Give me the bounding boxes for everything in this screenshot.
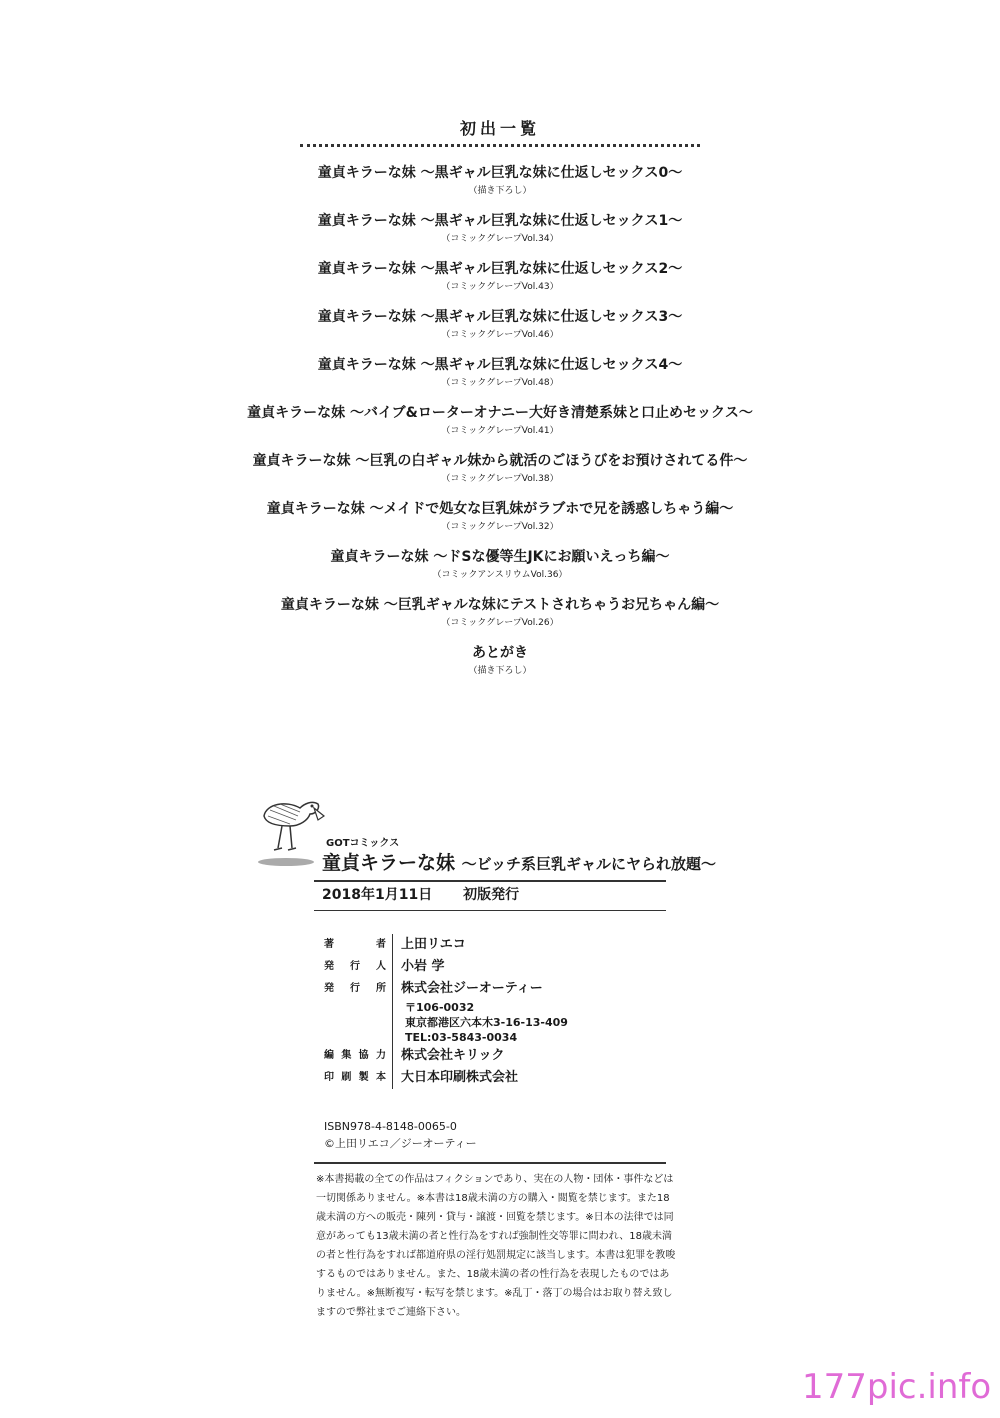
- toc-entry-title: 童貞キラーな妹 ～黒ギャル巨乳な妹に仕返しセックス2～: [317, 261, 683, 277]
- copyright: ©上田リエコ／ジーオーティー: [324, 1137, 477, 1150]
- toc-heading: 初出一覧: [459, 119, 540, 138]
- toc-entry: [0, 546, 1000, 594]
- credit-publisher: [401, 978, 568, 1045]
- publication-date: [322, 884, 545, 904]
- publisher-tel: TEL:03-5843-0034: [405, 1031, 518, 1044]
- credit-row-publisher: [324, 978, 624, 1045]
- toc-entry: [0, 498, 1000, 546]
- credit-row-printing: [324, 1067, 624, 1089]
- toc-entry-source: （描き下ろし）: [468, 666, 532, 676]
- toc-dotted-rule: [300, 144, 700, 147]
- toc-entry-title: 童貞キラーな妹 ～黒ギャル巨乳な妹に仕返しセックス1～: [317, 213, 683, 229]
- credit-row-editing: [324, 1045, 624, 1067]
- credit-separator: [392, 1067, 393, 1089]
- credit-row-publisher-person: [324, 956, 624, 978]
- credit-key: 編集協力: [324, 1050, 386, 1061]
- toc-entry-source: （コミックグレープVol.32）: [441, 522, 559, 532]
- credit-key: 発行所: [324, 983, 386, 994]
- toc-entry-title: あとがき: [472, 645, 528, 661]
- toc-entry: [0, 258, 1000, 306]
- toc-list: [0, 162, 1000, 690]
- credit-separator: [392, 956, 393, 978]
- toc-entry: [0, 594, 1000, 642]
- credit-author: 上田リエコ: [401, 937, 466, 952]
- toc-entry-title: 童貞キラーな妹 ～バイブ&ローターオナニー大好き清楚系妹と口止めセックス～: [247, 405, 753, 421]
- toc-entry: [0, 642, 1000, 690]
- toc-entry-title: 童貞キラーな妹 ～メイドで処女な巨乳妹がラブホで兄を誘惑しちゃう編～: [266, 501, 734, 517]
- toc-entry-title: 童貞キラーな妹 ～巨乳ギャルな妹にテストされちゃうお兄ちゃん編～: [280, 597, 720, 613]
- credit-key: 印刷製本: [324, 1072, 386, 1083]
- bird-logo-icon: [256, 796, 326, 868]
- title-rule: [314, 880, 666, 882]
- series-label: GOTコミックス: [326, 838, 400, 849]
- watermark: 177pic.info: [802, 1367, 992, 1407]
- toc-entry-source: （コミックグレープVol.41）: [441, 426, 559, 436]
- legal-rule: [314, 1162, 666, 1164]
- date-rule: [314, 910, 666, 911]
- credit-printing: 大日本印刷株式会社: [401, 1070, 519, 1085]
- credit-editing: 株式会社キリック: [401, 1048, 505, 1063]
- credit-key: 発行人: [324, 961, 386, 972]
- legal-notice: ※本書掲載の全ての作品はフィクションであり、実在の人物・団体・事件などは一切関係ありません。※本書は18歳未満の方の購入・閲覧を禁じます。また18歳未満の方への販売・陳列・貸与・譲渡・回覧を禁じます。※日本の法律では同意があっても13歳未満の者と性行為をすれば強制性交等罪に問われ、18歳未満の者と性行為をすれば都道府県の淫行処罰規定に該当します。本書は犯罪を教唆するものではありません。また、18歳未満の者の性行為を表現したものではありません。※無断複写・転写を禁じます。※乱丁・落丁の場合はお取り替え致しますので弊社までご連絡下さい。: [316, 1174, 676, 1318]
- book-title-main: 童貞キラーな妹: [322, 852, 456, 874]
- toc-entry-source: （コミックアンスリウムVol.36）: [432, 570, 568, 580]
- credit-separator: [392, 978, 393, 1045]
- isbn: ISBN978-4-8148-0065-0: [324, 1120, 457, 1133]
- credit-key: 著 者: [324, 939, 386, 950]
- toc-entry-title: 童貞キラーな妹 ～黒ギャル巨乳な妹に仕返しセックス0～: [317, 165, 683, 181]
- toc-entry-source: （描き下ろし）: [468, 186, 532, 196]
- toc-entry-source: （コミックグレープVol.38）: [441, 474, 559, 484]
- toc-entry: [0, 402, 1000, 450]
- publisher-postal: 〒106-0032: [405, 1001, 475, 1014]
- credit-separator: [392, 934, 393, 956]
- publisher-name: 株式会社ジーオーティー: [401, 981, 543, 996]
- date: 2018年1月11日: [322, 887, 433, 903]
- book-title: [322, 848, 716, 875]
- toc-entry-title: 童貞キラーな妹 ～巨乳の白ギャル妹から就活のごほうびをお預けされてる件～: [252, 453, 748, 469]
- credit-row-author: [324, 934, 624, 956]
- toc-entry-source: （コミックグレープVol.46）: [441, 330, 559, 340]
- toc-entry: [0, 354, 1000, 402]
- toc-entry-title: 童貞キラーな妹 ～黒ギャル巨乳な妹に仕返しセックス3～: [317, 309, 683, 325]
- toc-entry: [0, 450, 1000, 498]
- credit-separator: [392, 1045, 393, 1067]
- publisher-address: 東京都港区六本木3-16-13-409: [405, 1016, 568, 1029]
- credit-publisher-person: 小岩 学: [401, 959, 445, 974]
- toc-entry-source: （コミックグレープVol.48）: [441, 378, 559, 388]
- toc-entry: [0, 306, 1000, 354]
- toc-entry: [0, 162, 1000, 210]
- toc-entry-title: 童貞キラーな妹 ～ドSな優等生JKにお願いえっち編～: [330, 549, 670, 565]
- toc-entry-source: （コミックグレープVol.43）: [441, 282, 559, 292]
- toc-entry: [0, 210, 1000, 258]
- toc-entry-source: （コミックグレープVol.34）: [441, 234, 559, 244]
- toc-entry-source: （コミックグレープVol.26）: [441, 618, 559, 628]
- book-title-sub: ～ビッチ系巨乳ギャルにヤられ放題～: [461, 855, 717, 873]
- edition: 初版発行: [463, 887, 520, 903]
- toc-entry-title: 童貞キラーな妹 ～黒ギャル巨乳な妹に仕返しセックス4～: [317, 357, 683, 373]
- credits-table: [324, 934, 624, 1089]
